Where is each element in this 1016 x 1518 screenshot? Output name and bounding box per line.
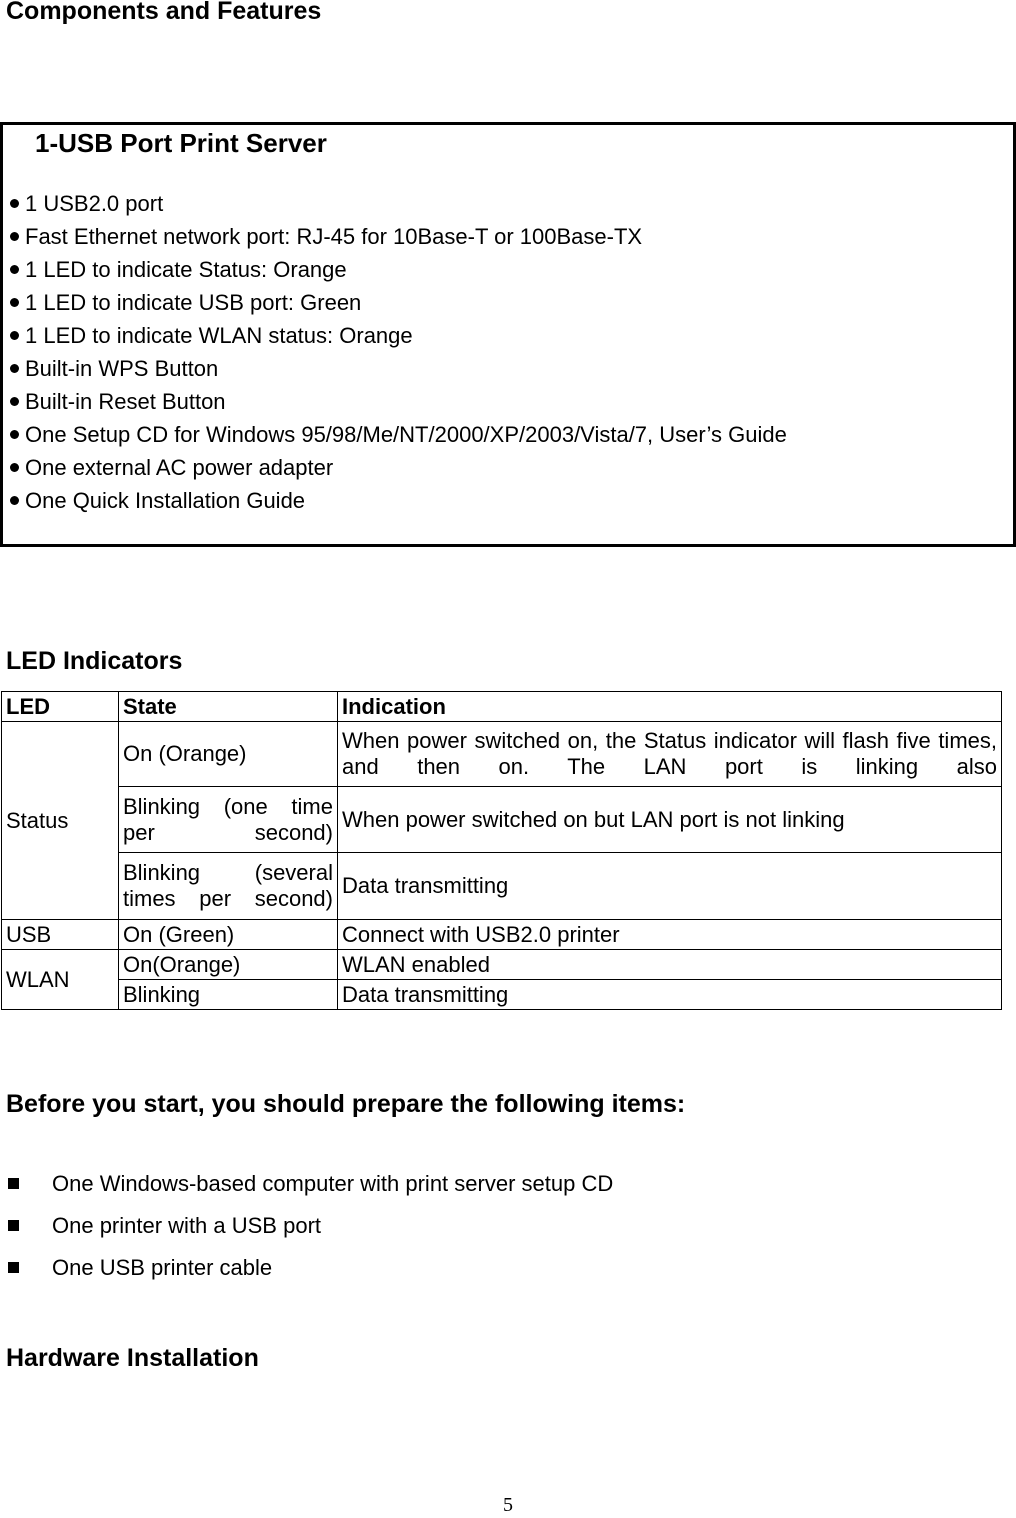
state-cell: On (Green) <box>119 920 338 950</box>
prepare-title: Before you start, you should prepare the following items: <box>6 1090 686 1118</box>
bullet-icon <box>10 463 19 472</box>
bullet-icon <box>10 298 19 307</box>
state-cell: On(Orange) <box>119 950 338 980</box>
indication-cell: Connect with USB2.0 printer <box>338 920 1002 950</box>
bullet-icon <box>10 397 19 406</box>
bullet-icon <box>10 265 19 274</box>
indication-cell: Data transmitting <box>338 980 1002 1010</box>
indication-cell: When power switched on but LAN port is not linking <box>338 787 1002 853</box>
led-wlan-cell: WLAN <box>2 950 119 1010</box>
square-bullet-icon <box>8 1220 19 1231</box>
led-indicators-title: LED Indicators <box>6 647 183 675</box>
bullet-icon <box>10 496 19 505</box>
indication-cell: WLAN enabled <box>338 950 1002 980</box>
feature-item: Built-in WPS Button <box>10 356 787 389</box>
table-row <box>2 722 1002 787</box>
list-item: One printer with a USB port <box>8 1212 613 1254</box>
state-cell: Blinking <box>119 980 338 1010</box>
indication-cell: When power switched on, the Status indicator will flash five times, and then on. The LAN port is linking also <box>338 722 1002 787</box>
feature-item: 1 LED to indicate WLAN status: Orange <box>10 323 787 356</box>
state-cell: Blinking (several times per second) <box>119 853 338 920</box>
bullet-icon <box>10 232 19 241</box>
feature-item: One external AC power adapter <box>10 455 787 488</box>
led-table <box>1 691 1002 1010</box>
table-row <box>2 787 1002 853</box>
state-cell: On (Orange) <box>119 722 338 787</box>
bullet-icon <box>10 364 19 373</box>
header-indication: Indication <box>338 692 1002 722</box>
state-cell: Blinking (one time per second) <box>119 787 338 853</box>
led-status-cell: Status <box>2 722 119 920</box>
feature-item: 1 USB2.0 port <box>10 191 787 224</box>
feature-item: 1 LED to indicate USB port: Green <box>10 290 787 323</box>
indication-cell: Data transmitting <box>338 853 1002 920</box>
feature-item: One Quick Installation Guide <box>10 488 787 521</box>
product-feature-box <box>0 122 1016 547</box>
feature-item: 1 LED to indicate Status: Orange <box>10 257 787 290</box>
table-row <box>2 980 1002 1010</box>
list-item: One Windows-based computer with print server setup CD <box>8 1170 613 1212</box>
square-bullet-icon <box>8 1262 19 1273</box>
bullet-icon <box>10 199 19 208</box>
hardware-installation-title: Hardware Installation <box>6 1344 259 1372</box>
square-bullet-icon <box>8 1178 19 1189</box>
feature-item: One Setup CD for Windows 95/98/Me/NT/2000/XP/2003/Vista/7, User’s Guide <box>10 422 787 455</box>
led-usb-cell: USB <box>2 920 119 950</box>
bullet-icon <box>10 331 19 340</box>
page-number: 5 <box>503 1494 513 1516</box>
header-led: LED <box>2 692 119 722</box>
section-title: Components and Features <box>6 0 322 25</box>
feature-list <box>10 191 787 521</box>
prepare-list <box>8 1170 613 1296</box>
list-item: One USB printer cable <box>8 1254 613 1296</box>
table-row <box>2 950 1002 980</box>
table-row <box>2 920 1002 950</box>
product-title: 1-USB Port Print Server <box>35 128 327 158</box>
feature-item: Fast Ethernet network port: RJ-45 for 10Base-T or 100Base-TX <box>10 224 787 257</box>
feature-item: Built-in Reset Button <box>10 389 787 422</box>
bullet-icon <box>10 430 19 439</box>
table-row <box>2 853 1002 920</box>
header-state: State <box>119 692 338 722</box>
table-header-row <box>2 692 1002 722</box>
